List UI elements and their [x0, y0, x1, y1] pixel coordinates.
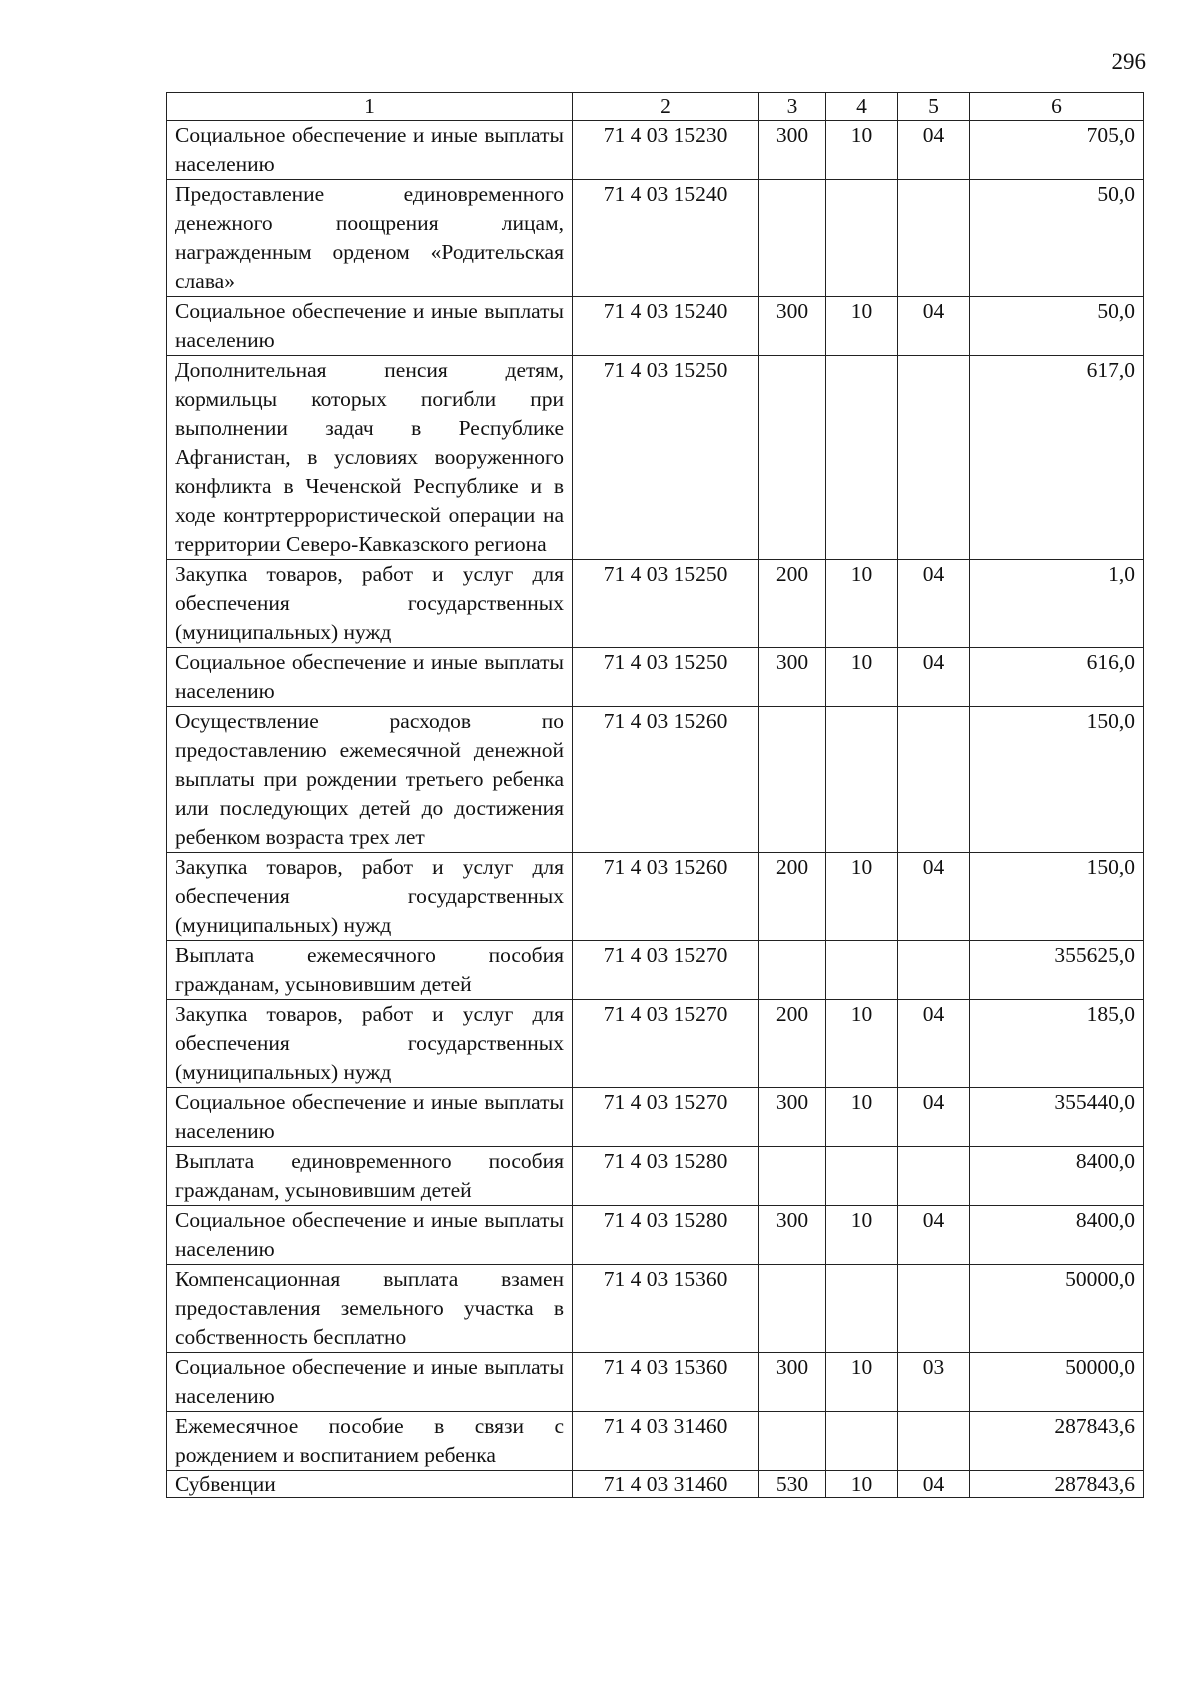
expense-name-cell: Предоставление единовременного денежного поощрения лицам, награжденным орденом «Родительская слава»	[167, 180, 573, 297]
subsection-cell: 04	[898, 297, 970, 356]
section-cell: 10	[826, 560, 898, 648]
amount-cell: 616,0	[970, 648, 1144, 707]
expense-name-cell: Ежемесячное пособие в связи с рождением и воспитанием ребенка	[167, 1412, 573, 1471]
target-code-cell: 71 4 03 15250	[573, 560, 759, 648]
amount-cell: 50,0	[970, 180, 1144, 297]
amount-cell: 287843,6	[970, 1412, 1144, 1471]
amount-cell: 617,0	[970, 356, 1144, 560]
expense-group-cell	[759, 941, 826, 1000]
subsection-cell: 04	[898, 560, 970, 648]
table-row	[167, 180, 1144, 297]
section-cell	[826, 1412, 898, 1471]
expense-name-cell: Социальное обеспечение и иные выплаты населению	[167, 121, 573, 180]
section-cell	[826, 1265, 898, 1353]
section-cell: 10	[826, 1471, 898, 1498]
section-cell	[826, 707, 898, 853]
table-row	[167, 560, 1144, 648]
target-code-cell: 71 4 03 15270	[573, 941, 759, 1000]
subsection-cell: 04	[898, 1088, 970, 1147]
column-header: 5	[898, 93, 970, 121]
subsection-cell	[898, 707, 970, 853]
table-header	[167, 93, 1144, 121]
section-cell: 10	[826, 297, 898, 356]
column-header: 3	[759, 93, 826, 121]
amount-cell: 705,0	[970, 121, 1144, 180]
column-header: 2	[573, 93, 759, 121]
expense-name-cell: Социальное обеспечение и иные выплаты населению	[167, 297, 573, 356]
expense-group-cell: 300	[759, 648, 826, 707]
target-code-cell: 71 4 03 15240	[573, 180, 759, 297]
subsection-cell: 04	[898, 1206, 970, 1265]
amount-cell: 8400,0	[970, 1147, 1144, 1206]
target-code-cell: 71 4 03 15260	[573, 707, 759, 853]
expense-name-cell: Социальное обеспечение и иные выплаты населению	[167, 1088, 573, 1147]
target-code-cell: 71 4 03 15270	[573, 1000, 759, 1088]
expense-group-cell: 300	[759, 1206, 826, 1265]
expense-group-cell	[759, 1147, 826, 1206]
expense-name-cell: Выплата ежемесячного пособия гражданам, усыновившим детей	[167, 941, 573, 1000]
target-code-cell: 71 4 03 15240	[573, 297, 759, 356]
table-row	[167, 121, 1144, 180]
amount-cell: 50000,0	[970, 1353, 1144, 1412]
expense-name-cell: Закупка товаров, работ и услуг для обеспечения государственных (муниципальных) нужд	[167, 853, 573, 941]
subsection-cell: 04	[898, 648, 970, 707]
target-code-cell: 71 4 03 15250	[573, 648, 759, 707]
target-code-cell: 71 4 03 15260	[573, 853, 759, 941]
amount-cell: 8400,0	[970, 1206, 1144, 1265]
header-row	[167, 93, 1144, 121]
table-body	[167, 121, 1144, 1498]
section-cell: 10	[826, 1000, 898, 1088]
expense-group-cell	[759, 180, 826, 297]
table-row	[167, 1147, 1144, 1206]
table-row	[167, 1088, 1144, 1147]
target-code-cell: 71 4 03 15230	[573, 121, 759, 180]
table-row	[167, 297, 1144, 356]
expense-name-cell: Компенсационная выплата взамен предоставления земельного участка в собственность бесплатно	[167, 1265, 573, 1353]
table-row	[167, 1265, 1144, 1353]
amount-cell: 185,0	[970, 1000, 1144, 1088]
subsection-cell: 04	[898, 1000, 970, 1088]
table-row	[167, 1412, 1144, 1471]
subsection-cell	[898, 1412, 970, 1471]
section-cell: 10	[826, 648, 898, 707]
table-row	[167, 1471, 1144, 1498]
target-code-cell: 71 4 03 15360	[573, 1265, 759, 1353]
amount-cell: 1,0	[970, 560, 1144, 648]
expense-group-cell	[759, 707, 826, 853]
expense-name-cell: Закупка товаров, работ и услуг для обеспечения государственных (муниципальных) нужд	[167, 560, 573, 648]
target-code-cell: 71 4 03 31460	[573, 1412, 759, 1471]
section-cell: 10	[826, 1353, 898, 1412]
expense-group-cell: 200	[759, 853, 826, 941]
table-row	[167, 1353, 1144, 1412]
expense-name-cell: Дополнительная пенсия детям, кормильцы которых погибли при выполнении задач в Республике Афганистан, в условиях вооруженного конфликта в Чеченской Республике и в ходе контртеррористической операции на территории Северо-Кавказского региона	[167, 356, 573, 560]
section-cell: 10	[826, 853, 898, 941]
page-number: 296	[1111, 49, 1146, 74]
subsection-cell	[898, 356, 970, 560]
table-row	[167, 648, 1144, 707]
target-code-cell: 71 4 03 31460	[573, 1471, 759, 1498]
expense-group-cell: 530	[759, 1471, 826, 1498]
subsection-cell	[898, 180, 970, 297]
expense-name-cell: Социальное обеспечение и иные выплаты населению	[167, 648, 573, 707]
expense-group-cell: 300	[759, 1353, 826, 1412]
table-row	[167, 1000, 1144, 1088]
amount-cell: 287843,6	[970, 1471, 1144, 1498]
section-cell: 10	[826, 121, 898, 180]
target-code-cell: 71 4 03 15270	[573, 1088, 759, 1147]
expense-group-cell: 200	[759, 1000, 826, 1088]
section-cell: 10	[826, 1206, 898, 1265]
amount-cell: 150,0	[970, 853, 1144, 941]
subsection-cell: 04	[898, 1471, 970, 1498]
subsection-cell: 04	[898, 853, 970, 941]
section-cell	[826, 1147, 898, 1206]
amount-cell: 50,0	[970, 297, 1144, 356]
budget-table	[166, 92, 1144, 1498]
subsection-cell	[898, 1147, 970, 1206]
section-cell	[826, 941, 898, 1000]
expense-name-cell: Закупка товаров, работ и услуг для обеспечения государственных (муниципальных) нужд	[167, 1000, 573, 1088]
table-row	[167, 1206, 1144, 1265]
expense-name-cell: Социальное обеспечение и иные выплаты населению	[167, 1206, 573, 1265]
column-header: 6	[970, 93, 1144, 121]
target-code-cell: 71 4 03 15360	[573, 1353, 759, 1412]
table-row	[167, 707, 1144, 853]
subsection-cell	[898, 941, 970, 1000]
section-cell	[826, 180, 898, 297]
amount-cell: 355625,0	[970, 941, 1144, 1000]
expense-name-cell: Субвенции	[167, 1471, 573, 1498]
amount-cell: 50000,0	[970, 1265, 1144, 1353]
expense-name-cell: Социальное обеспечение и иные выплаты населению	[167, 1353, 573, 1412]
column-header: 1	[167, 93, 573, 121]
target-code-cell: 71 4 03 15280	[573, 1206, 759, 1265]
expense-group-cell: 200	[759, 560, 826, 648]
section-cell: 10	[826, 1088, 898, 1147]
subsection-cell	[898, 1265, 970, 1353]
amount-cell: 150,0	[970, 707, 1144, 853]
expense-group-cell	[759, 1265, 826, 1353]
expense-name-cell: Выплата единовременного пособия гражданам, усыновившим детей	[167, 1147, 573, 1206]
table-row	[167, 941, 1144, 1000]
column-header: 4	[826, 93, 898, 121]
expense-name-cell: Осуществление расходов по предоставлению ежемесячной денежной выплаты при рождении третьего ребенка или последующих детей до достижения ребенком возраста трех лет	[167, 707, 573, 853]
subsection-cell: 03	[898, 1353, 970, 1412]
target-code-cell: 71 4 03 15280	[573, 1147, 759, 1206]
subsection-cell: 04	[898, 121, 970, 180]
expense-group-cell: 300	[759, 297, 826, 356]
expense-group-cell: 300	[759, 1088, 826, 1147]
expense-group-cell	[759, 1412, 826, 1471]
target-code-cell: 71 4 03 15250	[573, 356, 759, 560]
section-cell	[826, 356, 898, 560]
table-row	[167, 356, 1144, 560]
table-row	[167, 853, 1144, 941]
expense-group-cell: 300	[759, 121, 826, 180]
expense-group-cell	[759, 356, 826, 560]
amount-cell: 355440,0	[970, 1088, 1144, 1147]
